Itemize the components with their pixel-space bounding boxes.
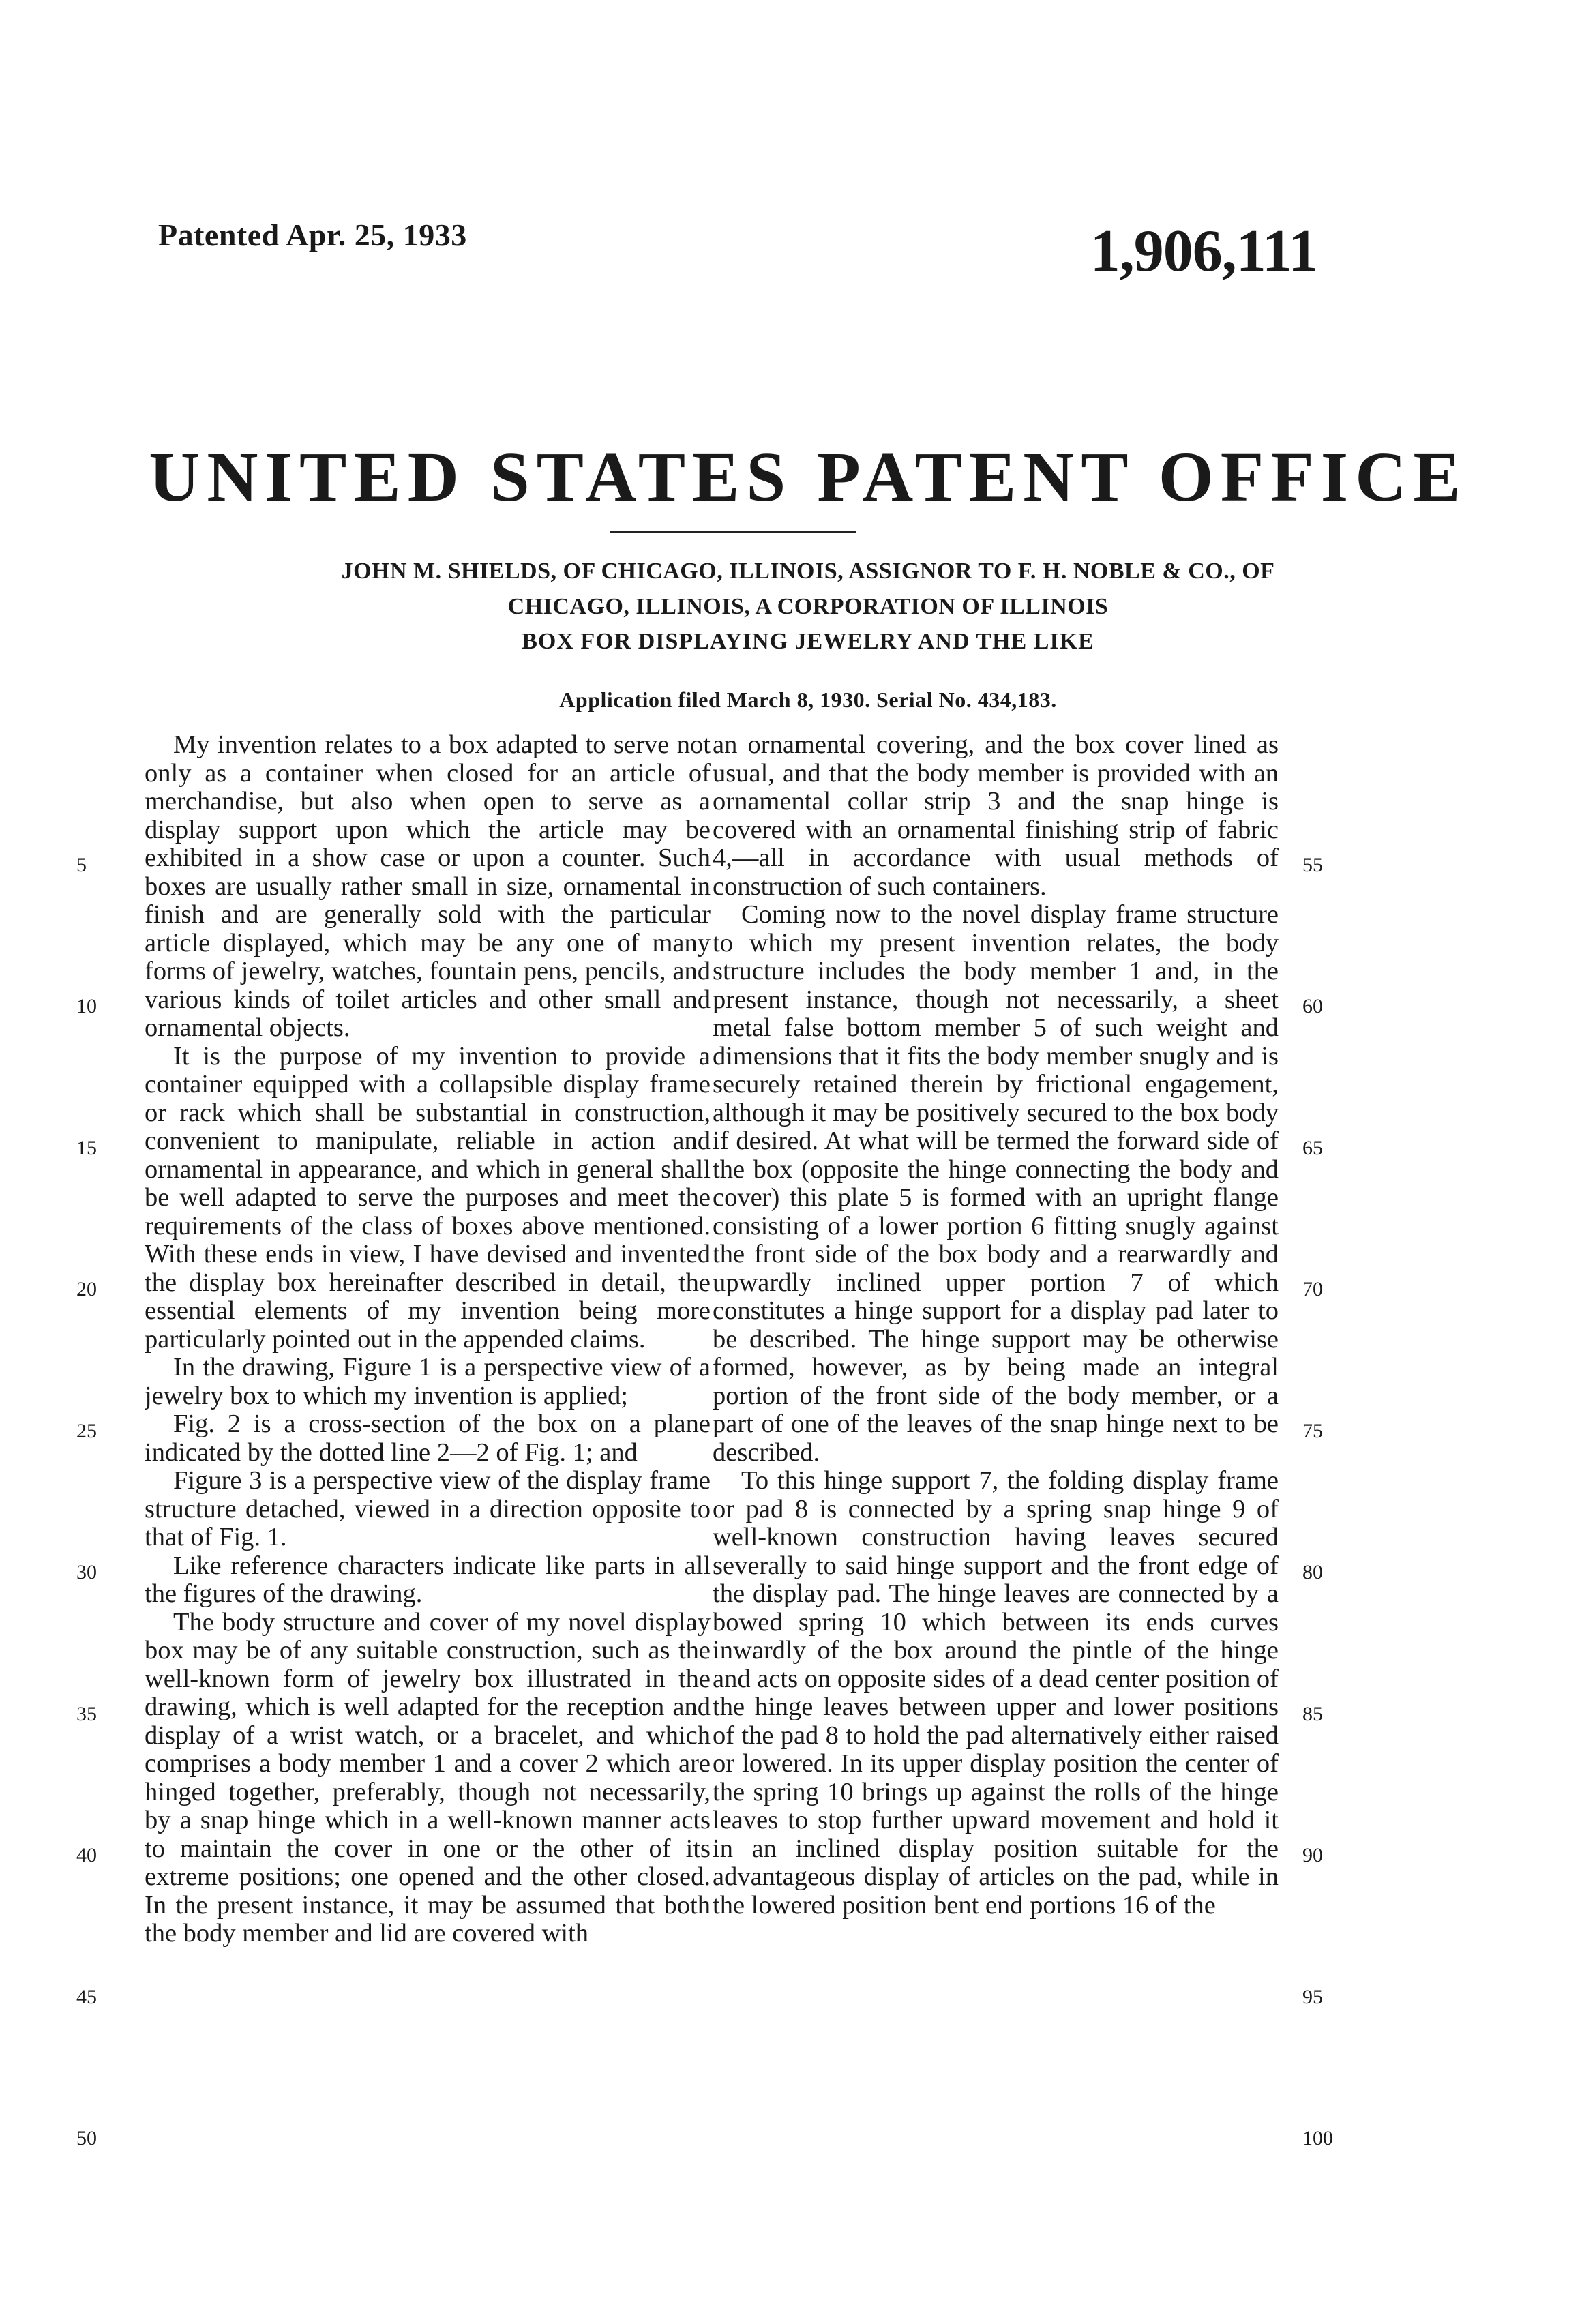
line-number: 60 [1302,995,1323,1017]
patent-number: 1,906,111 [1090,218,1317,284]
paragraph: Coming now to the novel display frame structure to which my present invention relates, the body structure includes the body member 1 and, in the present instance, though not necessarily, a sheet metal false bottom member 5 of such weight and dimensions that it fits the body member snugly and is securely retained therein by frictional engagement, although it may be positively secured to the box body if desired. At what will be termed the forward side of the box (opposite the hinge connecting the body and cover) this plate 5 is formed with an upright flange consisting of a lower portion 6 fitting snugly against the front side of the box body and a rearwardly and upwardly inclined upper portion 7 of which constitutes a hinge support for a display pad later to be described. The hinge support may be otherwise formed, however, as by being made an integral portion of the front side of the body member, or a part of one of the leaves of the snap hinge next to be described. [713,900,1279,1467]
assignment-line-1: JOHN M. SHIELDS, OF CHICAGO, ILLINOIS, ASSIGNOR TO F. H. NOBLE & CO., OF [341,558,1275,584]
paragraph: My invention relates to a box adapted to serve not only as a container when closed for an article of merchandise, but also when open to serve as a display support upon which the article may be exhibited in a show case or upon a counter. Such boxes are usually rather small in size, ornamental in finish and are generally sold with the particular article displayed, which may be any one of many forms of jewelry, watches, fountain pens, pencils, and various kinds of toilet articles and other small and ornamental objects. [145,731,711,1042]
line-number: 90 [1302,1844,1323,1866]
paragraph: Like reference characters indicate like parts in all the figures of the drawing. [145,1551,711,1608]
line-number: 20 [76,1278,97,1300]
office-title: UNITED STATES PATENT OFFICE [149,438,1467,516]
assignment-block [0,554,1582,625]
line-number: 10 [76,995,97,1017]
line-number: 25 [76,1420,97,1442]
line-number: 95 [1302,1986,1323,2008]
line-number: 100 [1302,2127,1333,2149]
line-number: 65 [1302,1137,1323,1159]
application-line: Application filed March 8, 1930. Serial No. 434,183. [559,687,1057,712]
paragraph: The body structure and cover of my novel display box may be of any suitable construction, such as the well-known form of jewelry box illustrated in the drawing, which is well adapted for the reception and display of a wrist watch, or a bracelet, and which comprises a body member 1 and a cover 2 which are hinged together, preferably, though not necessarily, by a snap hinge which in a well-known manner acts to maintain the cover in one or the other of its extreme positions; one opened and the other closed. In the present instance, it may be assumed that both the body member and lid are covered with [145,1607,711,1948]
paragraph: In the drawing, Figure 1 is a perspective view of a jewelry box to which my invention is applied; [145,1353,711,1410]
patented-date: Patented Apr. 25, 1933 [158,218,467,252]
paragraph: It is the purpose of my invention to provide a container equipped with a collapsible display frame or rack which shall be substantial in construction, convenient to manipulate, reliable in action and ornamental in appearance, and which in general shall be well adapted to serve the purposes and meet the requirements of the class of boxes above mentioned. With these ends in view, I have devised and invented the display box hereinafter described in detail, the essential elements of my invention being more particularly pointed out in the appended claims. [145,1041,711,1354]
right-column [713,731,1279,2259]
line-number: 45 [76,1986,97,2008]
line-number: 70 [1302,1278,1323,1300]
line-number: 35 [76,1703,97,1725]
line-number: 80 [1302,1561,1323,1583]
paragraph: Fig. 2 is a cross-section of the box on a plane indicated by the dotted line 2—2 of Fig. 1; and [145,1410,711,1467]
title-divider [610,531,856,533]
line-number: 40 [76,1844,97,1866]
line-number: 5 [76,854,87,876]
assignment-line-2: CHICAGO, ILLINOIS, A CORPORATION OF ILLINOIS [507,594,1109,619]
paragraph: To this hinge support 7, the folding display frame or pad 8 is connected by a spring snap hinge 9 of well-known construction having leaves secured severally to said hinge support and the front edge of the display pad. The hinge leaves are connected by a bowed spring 10 which between its ends curves inwardly of the box around the pintle of the hinge and acts on opposite sides of a dead center position of the hinge leaves between upper and lower positions of the pad 8 to hold the pad alternatively either raised or lowered. In its upper display position the center of the spring 10 brings up against the rolls of the hinge leaves to stop further upward movement and hold it in an inclined display position suitable for the advantageous display of articles on the pad, while in the lowered position bent end portions 16 of the [713,1466,1279,1920]
right-line-numbers [1302,731,1343,2259]
line-number: 15 [76,1137,97,1159]
left-line-numbers [76,731,117,2259]
left-column [145,731,711,2259]
line-number: 50 [76,2127,97,2149]
line-number: 55 [1302,854,1323,876]
invention-title: BOX FOR DISPLAYING JEWELRY AND THE LIKE [522,629,1094,654]
paragraph: an ornamental covering, and the box cover lined as usual, and that the body member is provided with an ornamental collar strip 3 and the snap hinge is covered with an ornamental finishing strip of fabric 4,—all in accordance with usual methods of construction of such containers. [713,731,1279,901]
paragraph: Figure 3 is a perspective view of the display frame structure detached, viewed in a direction opposite to that of Fig. 1. [145,1466,711,1551]
line-number: 85 [1302,1703,1323,1725]
line-number: 75 [1302,1420,1323,1442]
line-number: 30 [76,1561,97,1583]
